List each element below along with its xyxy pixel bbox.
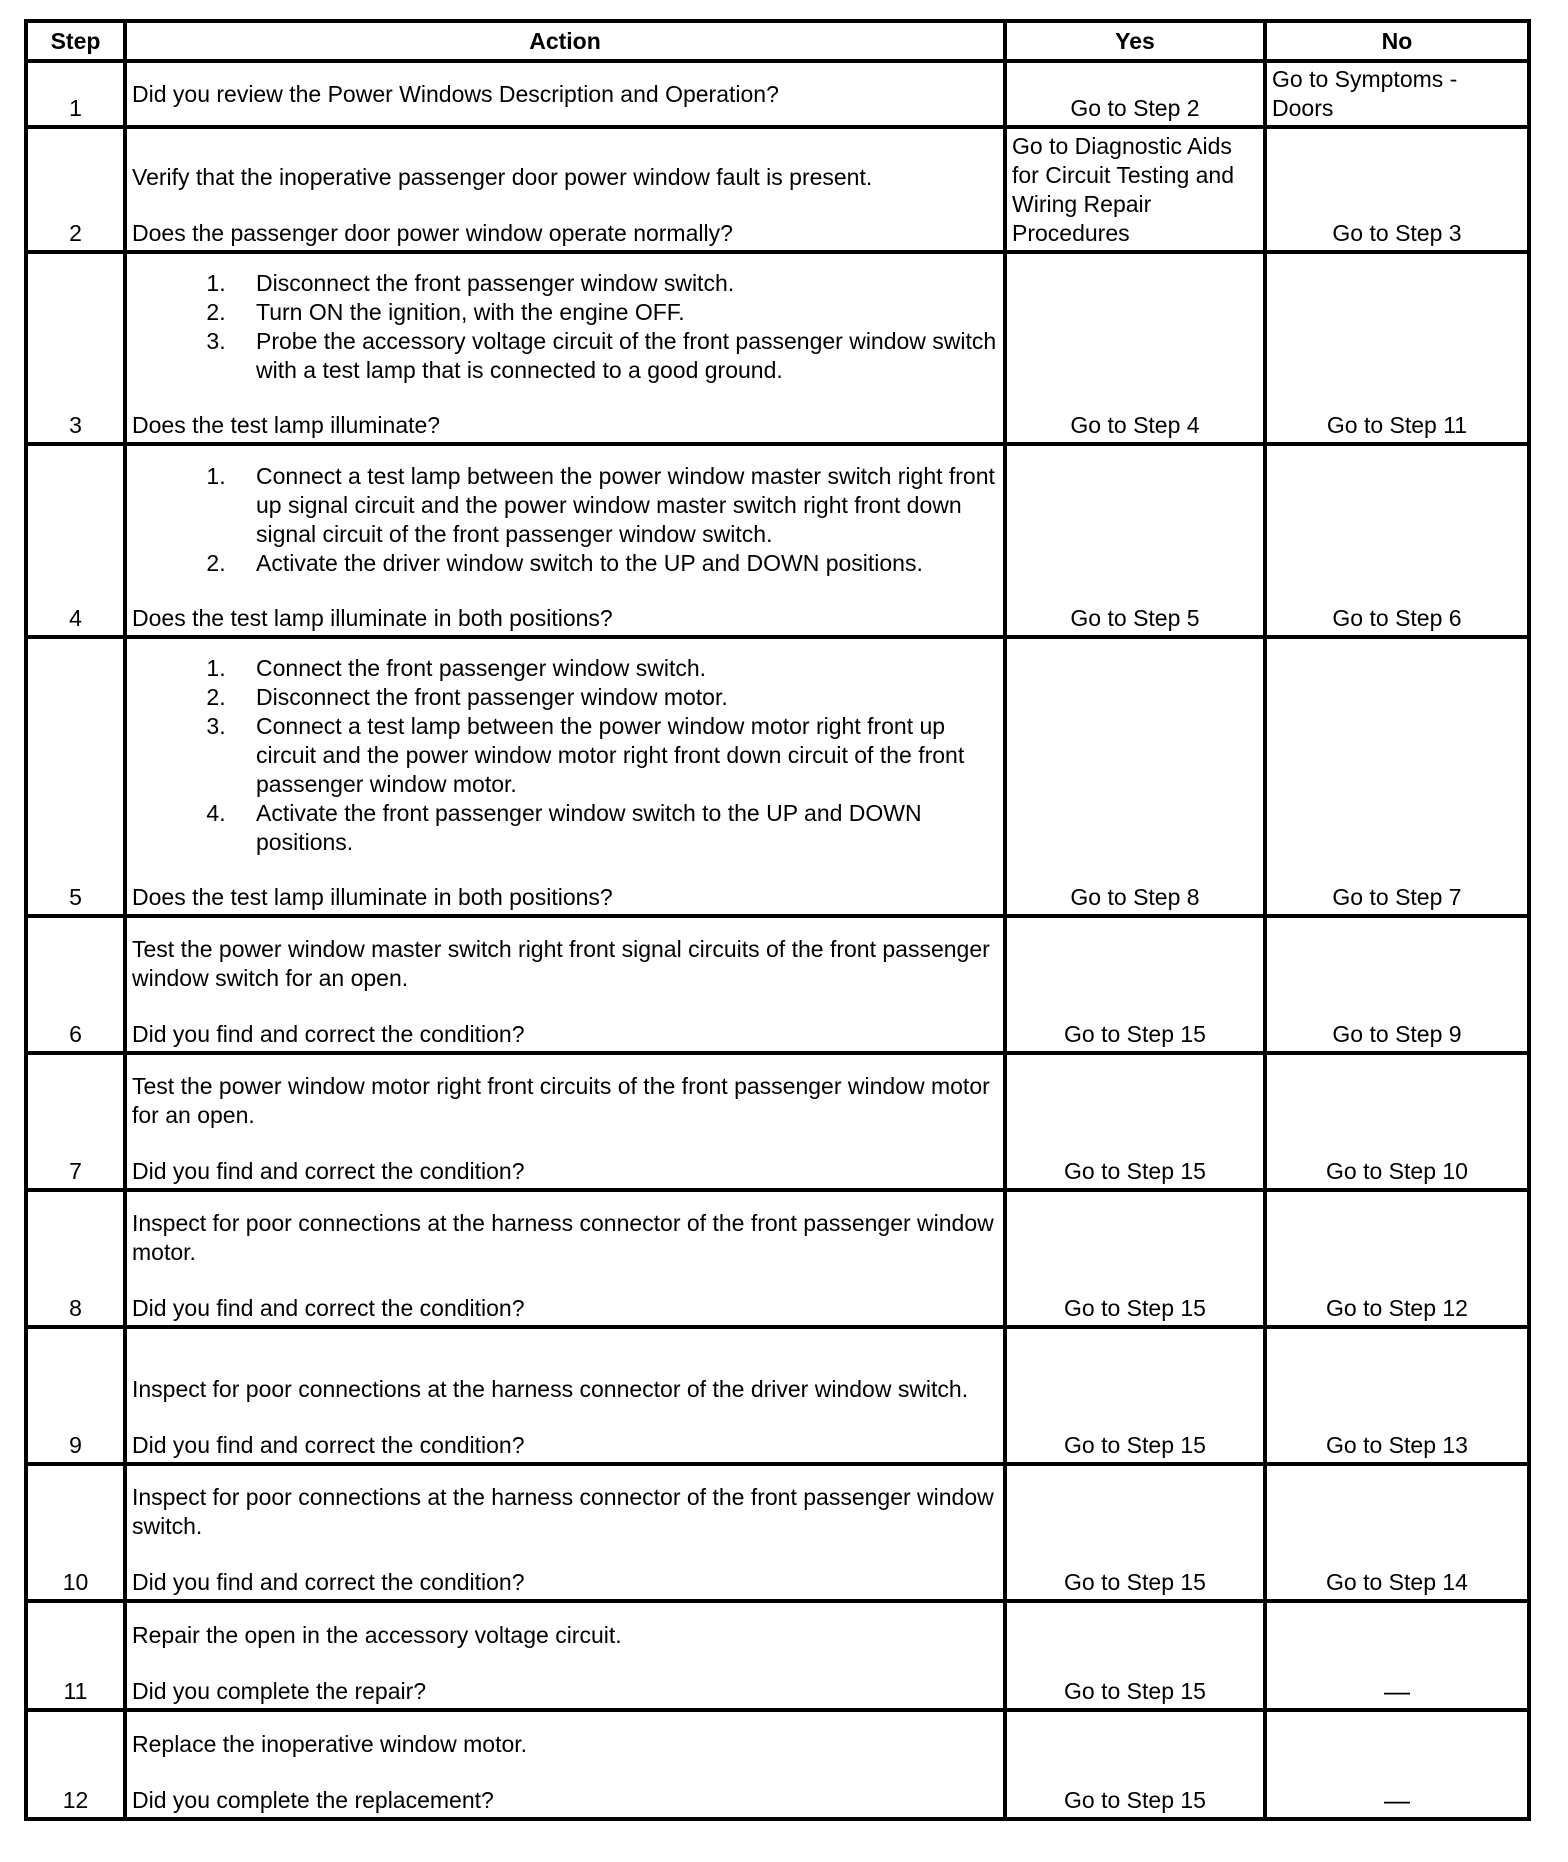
table-row [26,1327,1529,1464]
step-number: 11 [26,1601,125,1710]
yes-cell: Go to Step 15 [1005,1053,1265,1190]
action-question: Did you complete the repair? [132,1678,427,1704]
action-question: Does the test lamp illuminate? [132,412,441,438]
step-number: 1 [26,61,125,127]
action-question: Did you complete the replacement? [132,1787,494,1813]
step-number: 4 [26,444,125,637]
yes-cell: Go to Step 15 [1005,1327,1265,1464]
action-cell [125,1327,1005,1464]
no-cell: Go to Step 12 [1265,1190,1529,1327]
table-row [26,1601,1529,1710]
action-question: Did you find and correct the condition? [132,1158,525,1184]
action-cell [125,1053,1005,1190]
step-number: 12 [26,1710,125,1819]
yes-cell: Go to Step 2 [1005,61,1265,127]
no-cell: Go to Step 3 [1265,127,1529,252]
action-cell [125,61,1005,127]
header-action: Action [125,21,1005,61]
action-question: Does the test lamp illuminate in both positions? [132,884,613,910]
action-step-item: 2. Disconnect the front passenger window motor. [232,683,998,712]
action-text: Repair the open in the accessory voltage circuit. [132,1622,622,1648]
step-number: 8 [26,1190,125,1327]
action-cell [125,1190,1005,1327]
table-row [26,252,1529,444]
table-header-row [26,21,1529,61]
action-question: Did you find and correct the condition? [132,1295,525,1321]
yes-cell: Go to Step 15 [1005,916,1265,1053]
table-row [26,127,1529,252]
action-text: Inspect for poor connections at the harness connector of the front passenger window switch. [132,1484,994,1539]
yes-cell: Go to Step 15 [1005,1464,1265,1601]
action-cell [125,916,1005,1053]
action-steps-list [132,654,998,857]
action-cell [125,637,1005,916]
table-row [26,1464,1529,1601]
action-step-item: 2. Activate the driver window switch to the UP and DOWN positions. [232,549,998,578]
no-cell: Go to Step 13 [1265,1327,1529,1464]
step-number: 7 [26,1053,125,1190]
table-row [26,61,1529,127]
no-cell: Go to Step 6 [1265,444,1529,637]
action-step-item: 2. Turn ON the ignition, with the engine OFF. [232,298,998,327]
action-step-item: 4. Activate the front passenger window switch to the UP and DOWN positions. [232,799,998,857]
no-cell: — [1265,1601,1529,1710]
action-steps-list [132,269,998,385]
action-text: Inspect for poor connections at the harness connector of the front passenger window motor. [132,1210,994,1265]
action-step-item: 1. Disconnect the front passenger window switch. [232,269,998,298]
action-text: Did you review the Power Windows Description and Operation? [132,80,779,107]
table-row [26,1053,1529,1190]
action-question: Did you find and correct the condition? [132,1021,525,1047]
table-row [26,1710,1529,1819]
header-no: No [1265,21,1529,61]
yes-cell: Go to Step 15 [1005,1710,1265,1819]
no-cell: Go to Step 14 [1265,1464,1529,1601]
yes-cell: Go to Step 15 [1005,1601,1265,1710]
table-row [26,637,1529,916]
step-number: 9 [26,1327,125,1464]
yes-cell: Go to Step 5 [1005,444,1265,637]
action-text: Inspect for poor connections at the harness connector of the driver window switch. [132,1376,969,1402]
action-step-item: 1. Connect the front passenger window switch. [232,654,998,683]
action-cell [125,444,1005,637]
yes-cell: Go to Step 15 [1005,1190,1265,1327]
diagnostic-table [24,19,1531,1821]
no-cell: Go to Step 9 [1265,916,1529,1053]
no-cell: Go to Step 10 [1265,1053,1529,1190]
step-number: 2 [26,127,125,252]
action-cell [125,1601,1005,1710]
action-cell [125,252,1005,444]
table-row [26,1190,1529,1327]
action-question: Did you find and correct the condition? [132,1432,525,1458]
step-number: 3 [26,252,125,444]
no-cell: Go to Symptoms - Doors [1265,61,1529,127]
action-cell [125,1710,1005,1819]
action-step-item: 3. Probe the accessory voltage circuit of the front passenger window switch with a test lamp that is connected to a good ground. [232,327,998,385]
action-text: Verify that the inoperative passenger door power window fault is present. [132,164,873,190]
yes-cell: Go to Step 8 [1005,637,1265,916]
header-yes: Yes [1005,21,1265,61]
action-cell [125,127,1005,252]
action-text: Test the power window master switch right front signal circuits of the front passenger window switch for an open. [132,936,990,991]
header-step: Step [26,21,125,61]
yes-cell: Go to Diagnostic Aids for Circuit Testing and Wiring Repair Procedures [1005,127,1265,252]
no-cell: Go to Step 11 [1265,252,1529,444]
action-text: Test the power window motor right front circuits of the front passenger window motor for an open. [132,1073,990,1128]
action-steps-list [132,462,998,578]
table-row [26,916,1529,1053]
table-row [26,444,1529,637]
action-step-item: 3. Connect a test lamp between the power window motor right front up circuit and the power window motor right front down circuit of the front passenger window motor. [232,712,998,799]
action-question: Does the test lamp illuminate in both positions? [132,605,613,631]
no-cell: — [1265,1710,1529,1819]
action-question: Did you find and correct the condition? [132,1569,525,1595]
no-cell: Go to Step 7 [1265,637,1529,916]
step-number: 5 [26,637,125,916]
step-number: 10 [26,1464,125,1601]
yes-cell: Go to Step 4 [1005,252,1265,444]
action-cell [125,1464,1005,1601]
action-question: Does the passenger door power window operate normally? [132,220,733,246]
action-step-item: 1. Connect a test lamp between the power window master switch right front up signal circuit and the power window master switch right front down signal circuit of the front passenger window switch. [232,462,998,549]
step-number: 6 [26,916,125,1053]
action-text: Replace the inoperative window motor. [132,1731,528,1757]
